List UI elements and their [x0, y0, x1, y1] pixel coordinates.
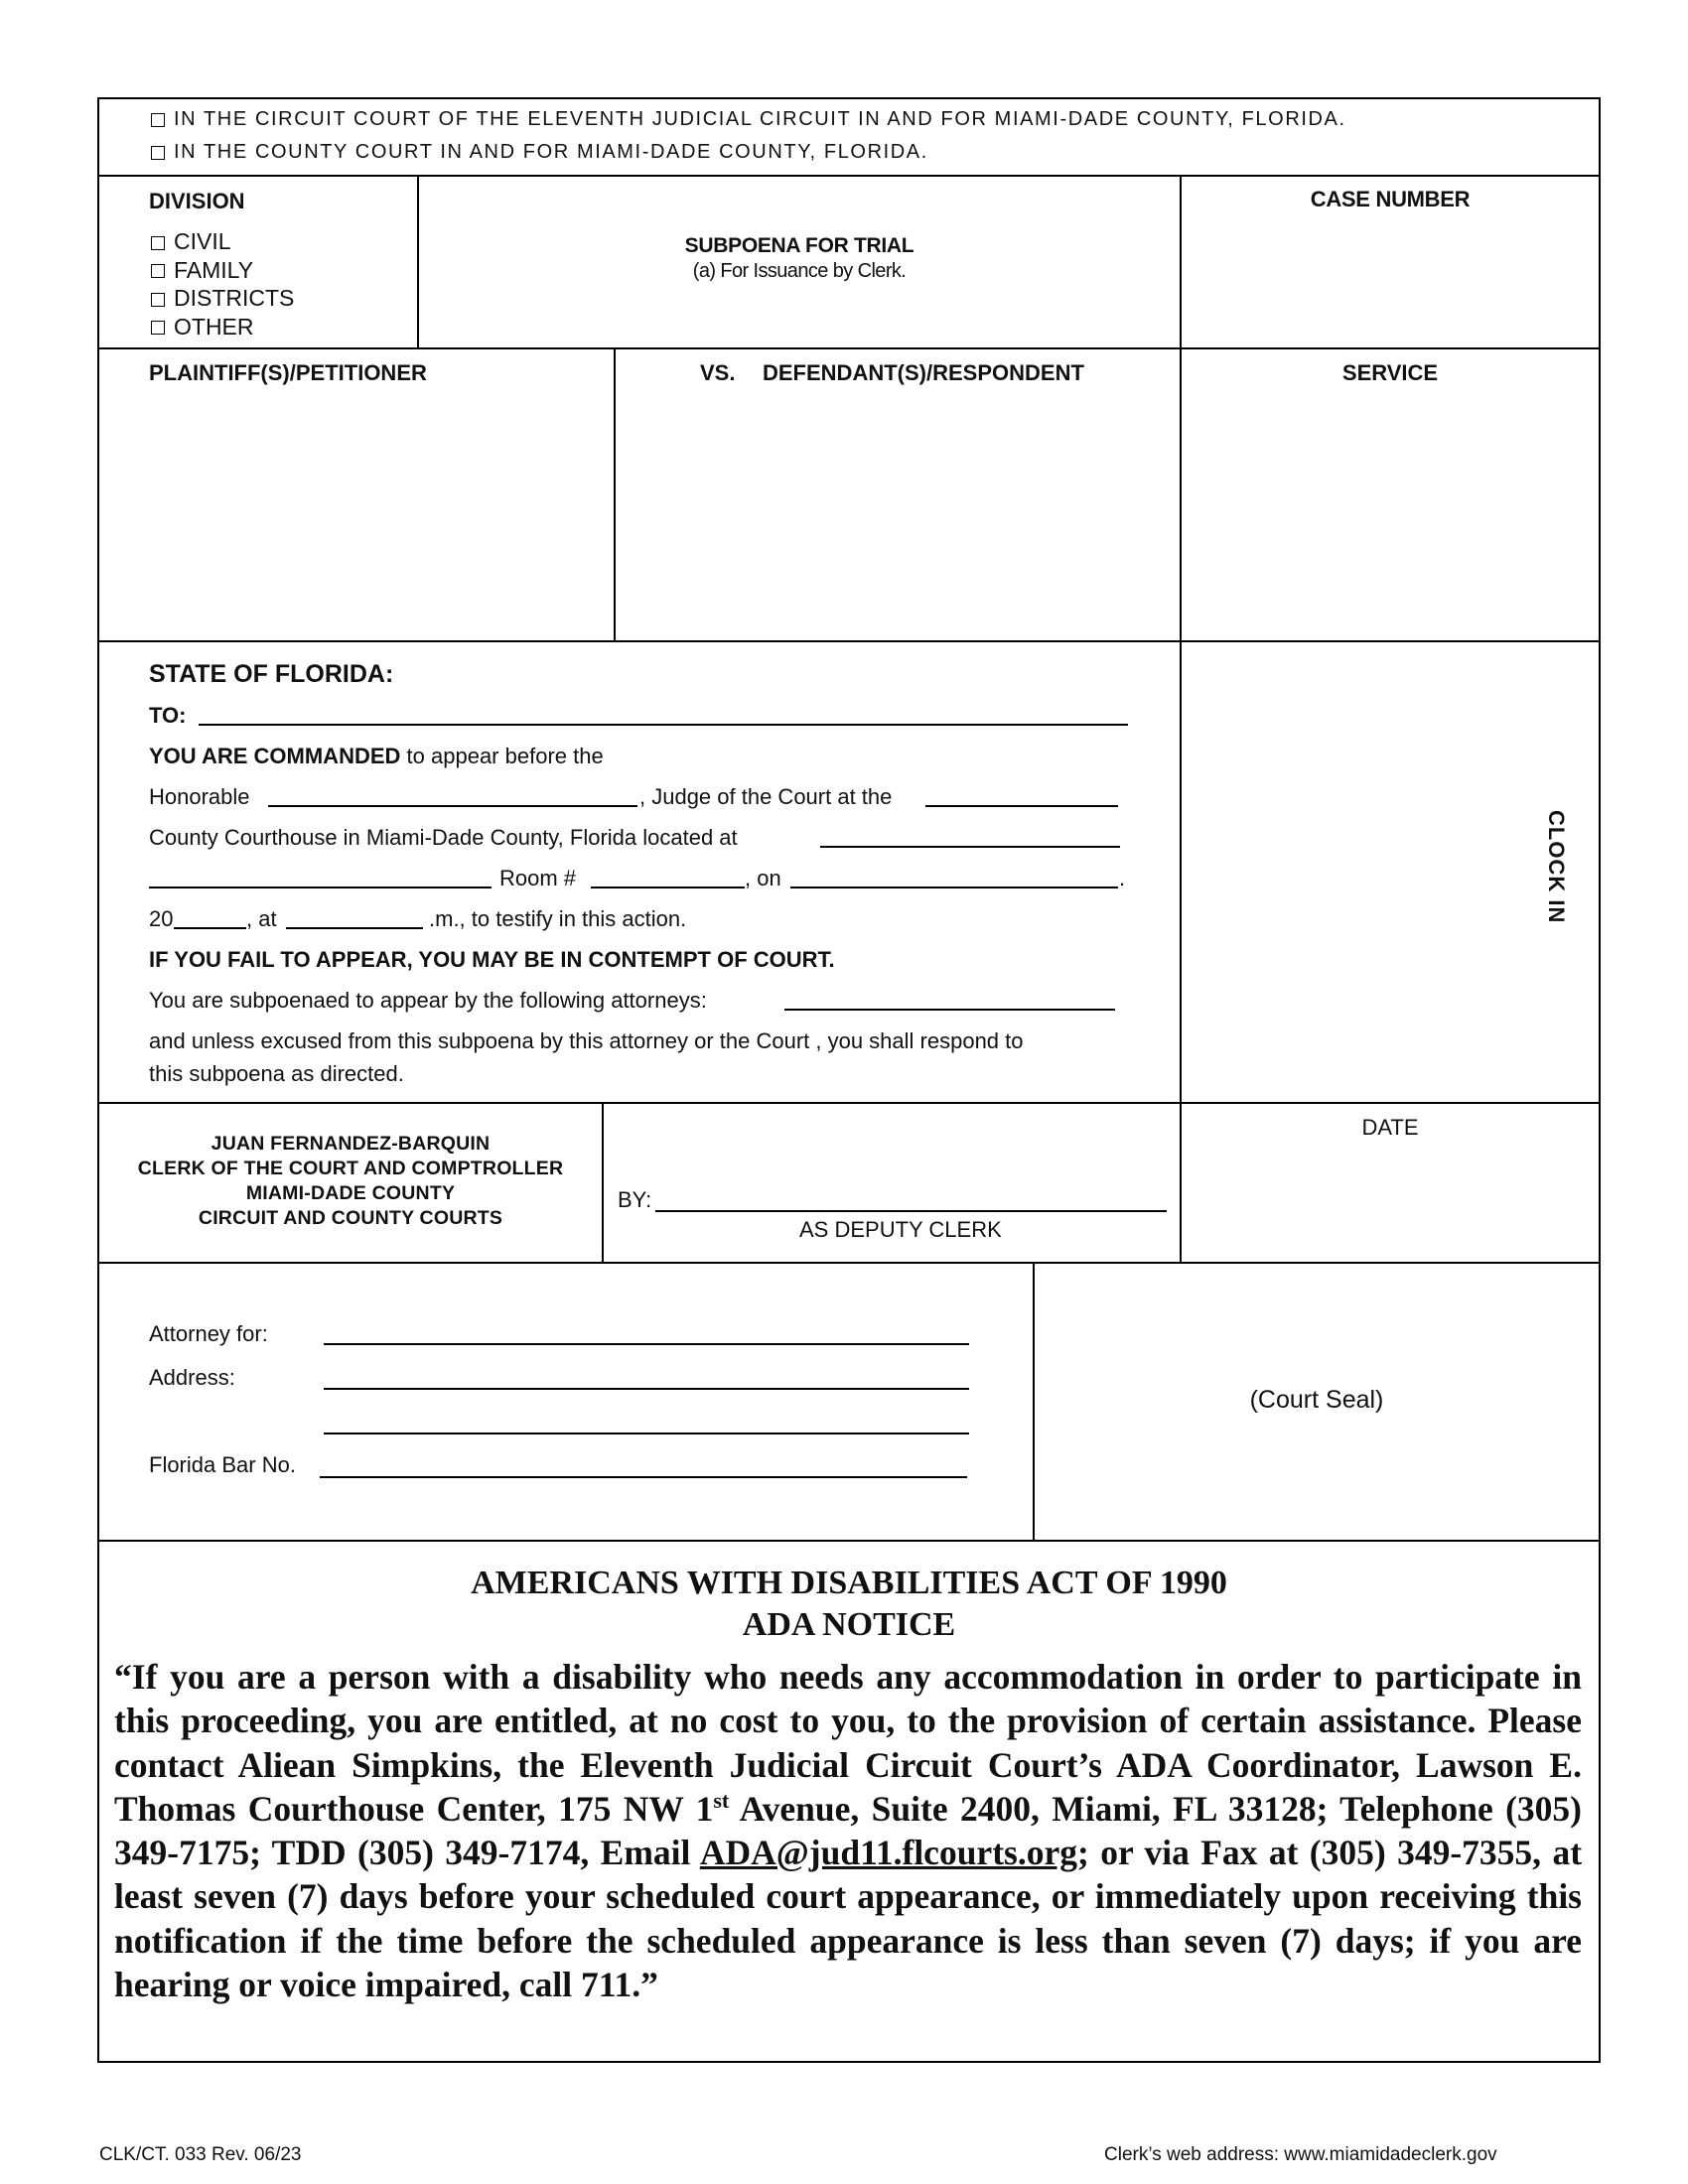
date-line[interactable] [790, 887, 1118, 888]
vs-label: VS. [700, 360, 736, 385]
county-court-line: IN THE COUNTY COURT IN AND FOR MIAMI-DADE COUNTY, FLORIDA. [151, 141, 928, 164]
attorney-address-line-1[interactable] [324, 1388, 969, 1390]
division-label: DIVISION [149, 189, 245, 213]
ada-subtitle: ADA NOTICE [742, 1606, 956, 1643]
county-court-checkbox[interactable] [151, 146, 165, 160]
clerk-title: CLERK OF THE COURT AND COMPTROLLER [137, 1158, 564, 1179]
family-checkbox[interactable] [151, 264, 165, 278]
court-seal-label: (Court Seal) [1249, 1386, 1384, 1414]
service-label: SERVICE [1341, 360, 1439, 385]
form-title [419, 234, 1180, 283]
division-option-family[interactable]: FAMILY [151, 256, 294, 285]
address-line[interactable] [149, 887, 492, 888]
deputy-signature-line[interactable] [655, 1210, 1167, 1212]
period: . [1119, 866, 1126, 890]
attorneys-line[interactable] [784, 1009, 1115, 1011]
form-subtitle: (a) For Issuance by Clerk. [692, 260, 907, 282]
unless-line-1: and unless excused from this subpoena by this attorney or the Court , you shall respond to [149, 1028, 1024, 1053]
attorney-address-line-2[interactable] [324, 1433, 969, 1434]
testify-label: .m., to testify in this action. [429, 906, 687, 931]
state-of-florida: STATE OF FLORIDA: [149, 660, 394, 688]
judge-label: , Judge of the Court at the [639, 784, 893, 809]
ada-title: AMERICANS WITH DISABILITIES ACT OF 1990 [471, 1565, 1227, 1601]
attorney-for-label: Attorney for: [149, 1321, 268, 1346]
bar-no-label: Florida Bar No. [149, 1452, 296, 1477]
circuit-court-checkbox[interactable] [151, 113, 165, 127]
location-line[interactable] [820, 846, 1120, 848]
room-line[interactable] [591, 887, 745, 888]
honorable-label: Honorable [149, 784, 250, 809]
ada-email-link[interactable]: ADA@jud11.flcourts.org [699, 1833, 1077, 1873]
year-line[interactable] [174, 927, 246, 929]
judge-name-line[interactable] [268, 805, 637, 807]
form-title-text: SUBPOENA FOR TRIAL [684, 234, 914, 257]
case-number-label: CASE NUMBER [1310, 187, 1471, 211]
at-label: , at [246, 906, 277, 931]
commanded-line: YOU ARE COMMANDED to appear before the [149, 744, 604, 768]
districts-checkbox[interactable] [151, 293, 165, 307]
ada-heading [99, 1563, 1599, 1646]
room-label: Room # [499, 866, 577, 890]
attorneys-label: You are subpoenaed to appear by the following attorneys: [149, 988, 707, 1013]
unless-line-2: this subpoena as directed. [149, 1061, 404, 1086]
courthouse-label: County Courthouse in Miami-Dade County, Florida located at [149, 825, 738, 850]
on-label: , on [745, 866, 781, 890]
clock-in-label: CLOCK IN [1544, 810, 1569, 924]
division-option-districts[interactable]: DISTRICTS [151, 284, 294, 313]
bar-no-line[interactable] [320, 1476, 967, 1478]
clerk-web-address: Clerk’s web address: www.miamidadeclerk.gov [1104, 2144, 1497, 2165]
form-id: CLK/CT. 033 Rev. 06/23 [99, 2144, 302, 2165]
ada-notice-text: “If you are a person with a disability who needs any accommodation in order to participate in this proceeding, you are entitled, at no cost to you, to the provision of certain assistance. Please contact Aliean Simpkins, the Eleventh Judicial Circuit Court’s ADA Coordinator, Lawson E. Thomas Courthouse Center, 175 NW 1st Avenue, Suite 2400, Miami, FL 33128; Telephone (305) 349-7175; TDD (305) 349-7174, Email ADA@jud11.flcourts.org; or via Fax at (305) 349-7355, at least seven (7) days before your scheduled court appearance, or immediately upon receiving this notification if the time before the scheduled appearance is less than seven (7) days; if you are hearing or voice impaired, call 711.” [114, 1657, 1583, 2005]
circuit-court-line: IN THE CIRCUIT COURT OF THE ELEVENTH JUDICIAL CIRCUIT IN AND FOR MIAMI-DADE COUNTY, FLORIDA. [151, 108, 1346, 131]
division-option-civil[interactable]: CIVIL [151, 227, 294, 256]
time-line[interactable] [286, 927, 423, 929]
plaintiff-label: PLAINTIFF(S)/PETITIONER [149, 360, 427, 385]
clerk-courts: CIRCUIT AND COUNTY COURTS [198, 1207, 503, 1229]
division-options [151, 227, 294, 341]
division-option-other[interactable]: OTHER [151, 313, 294, 341]
year-prefix: 20 [149, 906, 174, 931]
to-label: TO: [149, 703, 187, 728]
attorney-for-line[interactable] [324, 1343, 969, 1345]
other-checkbox[interactable] [151, 321, 165, 335]
clerk-county: MIAMI-DADE COUNTY [245, 1182, 456, 1204]
clerk-info [99, 1132, 602, 1231]
contempt-warning: IF YOU FAIL TO APPEAR, YOU MAY BE IN CONTEMPT OF COURT. [149, 947, 835, 972]
defendant-label: DEFENDANT(S)/RESPONDENT [763, 360, 1084, 385]
date-label: DATE [1361, 1115, 1419, 1140]
clerk-name: JUAN FERNANDEZ-BARQUIN [211, 1133, 491, 1155]
civil-checkbox[interactable] [151, 236, 165, 250]
deputy-clerk-label: AS DEPUTY CLERK [799, 1217, 1002, 1242]
by-label: BY: [618, 1187, 652, 1212]
to-line[interactable] [199, 724, 1128, 726]
address-label: Address: [149, 1365, 235, 1390]
court-line[interactable] [925, 805, 1118, 807]
